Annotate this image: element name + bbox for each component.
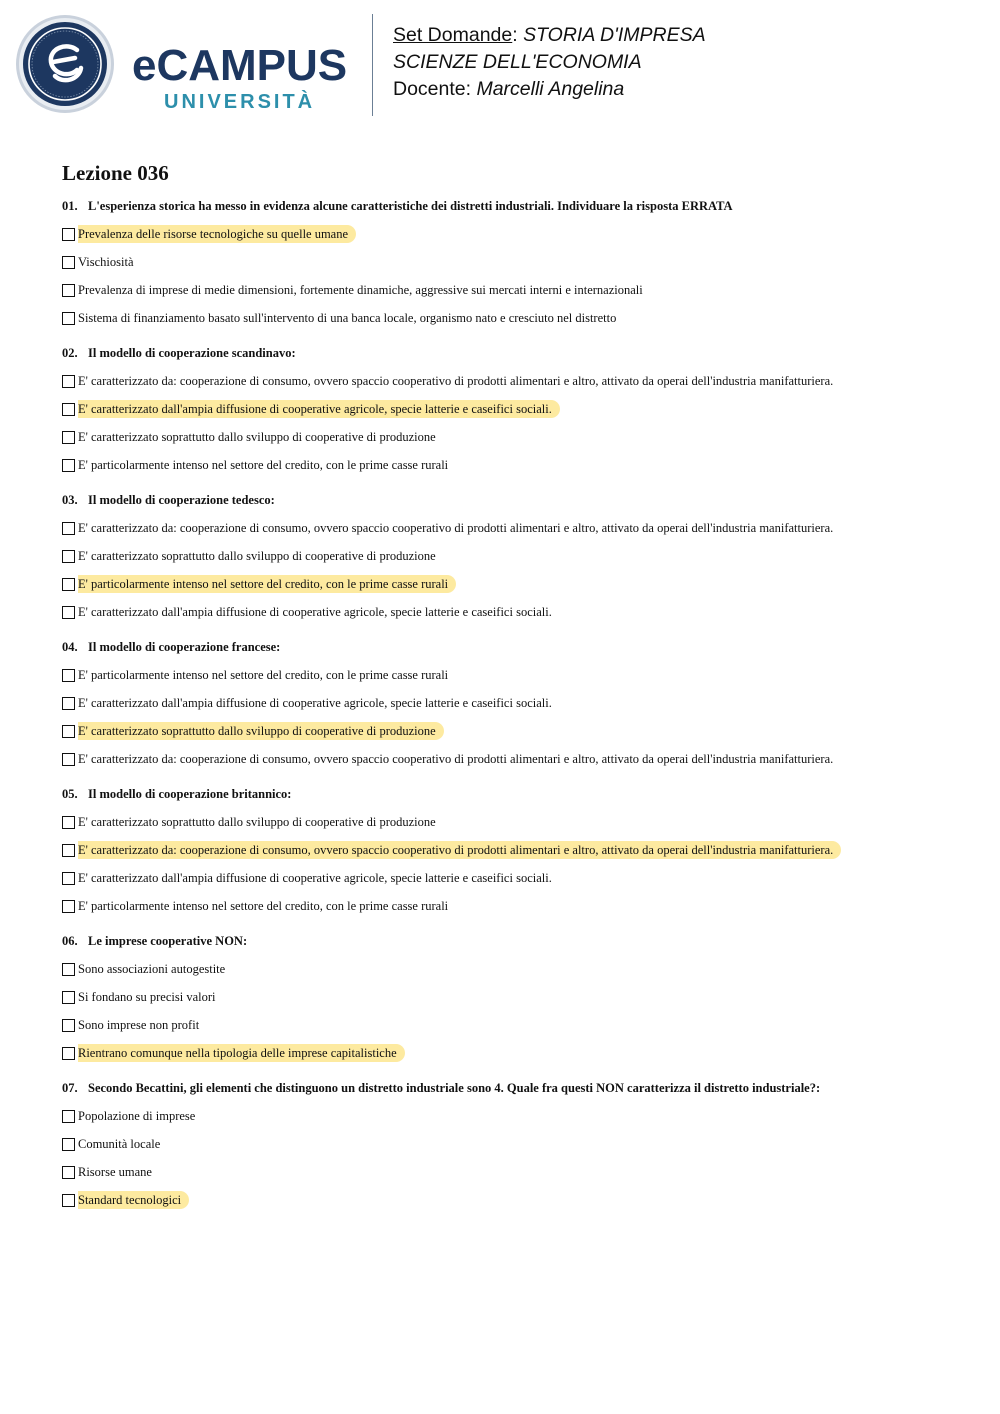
answer-text: E' caratterizzato soprattutto dallo sviluppo di cooperative di produzione: [78, 815, 436, 829]
question-number: 04.: [62, 640, 78, 654]
answer-option[interactable]: [62, 276, 962, 304]
answer-checkbox[interactable]: [62, 816, 75, 829]
answer-option[interactable]: [62, 598, 962, 626]
answer-text: E' particolarmente intenso nel settore del credito, con le prime casse rurali: [78, 899, 449, 913]
answer-text-highlighted: Rientrano comunque nella tipologia delle imprese capitalistiche: [78, 1044, 405, 1062]
header-divider: [372, 14, 373, 116]
answer-text: E' caratterizzato dall'ampia diffusione di cooperative agricole, specie latterie e caseifici sociali.: [78, 696, 552, 710]
lesson-title: Lezione 036: [62, 161, 169, 185]
set-label: Set Domande: [393, 24, 513, 46]
answer-checkbox[interactable]: [62, 844, 75, 857]
question-text: [62, 345, 962, 361]
answer-checkbox[interactable]: [62, 459, 75, 472]
answer-text: E' caratterizzato da: cooperazione di consumo, ovvero spaccio cooperativo di prodotti alimentari e altro, attivato da operai dell'industria manifatturiera.: [78, 521, 834, 535]
answer-text: Prevalenza di imprese di medie dimensioni, fortemente dinamiche, aggressive sui mercati interni e internazionali: [78, 283, 643, 297]
answer-text: E' caratterizzato da: cooperazione di consumo, ovvero spaccio cooperativo di prodotti alimentari e altro, attivato da operai dell'industria manifatturiera.: [78, 752, 834, 766]
answer-option[interactable]: [62, 864, 962, 892]
answer-option[interactable]: [62, 1011, 962, 1039]
faculty-name: SCIENZE DELL'ECONOMIA: [393, 51, 642, 73]
ecampus-seal-logo: [15, 14, 115, 114]
answer-text: Vischiosità: [78, 255, 134, 269]
answer-checkbox[interactable]: [62, 1138, 75, 1151]
question-number: 06.: [62, 934, 78, 948]
quiz-content: [62, 160, 962, 1227]
answer-text: E' caratterizzato dall'ampia diffusione di cooperative agricole, specie latterie e caseifici sociali.: [78, 871, 552, 885]
answer-option[interactable]: [62, 1186, 962, 1214]
question-block: [62, 1080, 962, 1214]
answer-text-highlighted: Prevalenza delle risorse tecnologiche su quelle umane: [78, 225, 356, 243]
answer-checkbox[interactable]: [62, 963, 75, 976]
course-info: [393, 22, 706, 103]
docente-line: [393, 76, 706, 103]
answer-text: E' particolarmente intenso nel settore del credito, con le prime casse rurali: [78, 458, 449, 472]
question-number: 05.: [62, 787, 78, 801]
docente-name: Marcelli Angelina: [476, 78, 625, 100]
answer-checkbox[interactable]: [62, 669, 75, 682]
answer-text: Sono associazioni autogestite: [78, 962, 226, 976]
answer-text: Comunità locale: [78, 1137, 161, 1151]
answer-checkbox[interactable]: [62, 403, 75, 416]
answer-checkbox[interactable]: [62, 1194, 75, 1207]
answer-checkbox[interactable]: [62, 606, 75, 619]
answer-checkbox[interactable]: [62, 1019, 75, 1032]
question-prompt: Le imprese cooperative NON:: [88, 934, 248, 948]
question-block: [62, 933, 962, 1067]
question-prompt: Il modello di cooperazione tedesco:: [88, 493, 275, 507]
answer-checkbox[interactable]: [62, 1047, 75, 1060]
answer-checkbox[interactable]: [62, 900, 75, 913]
answer-text: E' caratterizzato soprattutto dallo sviluppo di cooperative di produzione: [78, 430, 436, 444]
answer-option[interactable]: [62, 542, 962, 570]
answer-text-highlighted: E' caratterizzato soprattutto dallo sviluppo di cooperative di produzione: [78, 722, 444, 740]
answer-option[interactable]: [62, 836, 962, 864]
answer-text: E' caratterizzato soprattutto dallo sviluppo di cooperative di produzione: [78, 549, 436, 563]
question-prompt: Secondo Becattini, gli elementi che distinguono un distretto industriale sono 4. Quale fra questi NON caratterizza il distretto industriale?:: [88, 1081, 821, 1095]
answer-checkbox[interactable]: [62, 431, 75, 444]
question-text: [62, 198, 962, 214]
answer-option[interactable]: [62, 1130, 962, 1158]
answer-option[interactable]: [62, 451, 962, 479]
question-block: [62, 786, 962, 920]
question-block: [62, 345, 962, 479]
question-block: [62, 198, 962, 332]
logo-brand-text: eCAMPUS: [132, 41, 348, 90]
question-block: [62, 492, 962, 626]
question-number: 02.: [62, 346, 78, 360]
question-number: 01.: [62, 199, 78, 213]
answer-text-highlighted: E' caratterizzato da: cooperazione di consumo, ovvero spaccio cooperativo di prodotti alimentari e altro, attivato da operai dell'industria manifatturiera.: [78, 841, 841, 859]
answer-checkbox[interactable]: [62, 522, 75, 535]
answer-option[interactable]: [62, 1102, 962, 1130]
answer-option[interactable]: [62, 717, 962, 745]
question-text: [62, 933, 962, 949]
answer-option[interactable]: [62, 304, 962, 332]
answer-text-highlighted: E' particolarmente intenso nel settore del credito, con le prime casse rurali: [78, 575, 456, 593]
answer-option[interactable]: [62, 248, 962, 276]
answer-option[interactable]: [62, 745, 962, 773]
question-prompt: L'esperienza storica ha messo in evidenza alcune caratteristiche dei distretti industriali. Individuare la risposta ERRATA: [88, 199, 733, 213]
question-number: 03.: [62, 493, 78, 507]
answer-checkbox[interactable]: [62, 1166, 75, 1179]
answer-checkbox[interactable]: [62, 375, 75, 388]
question-text: [62, 786, 962, 802]
ecampus-wordmark-logo: [132, 40, 362, 114]
answer-checkbox[interactable]: [62, 872, 75, 885]
answer-option[interactable]: [62, 514, 962, 542]
question-block: [62, 639, 962, 773]
docente-label: Docente:: [393, 78, 477, 100]
answer-text-highlighted: E' caratterizzato dall'ampia diffusione di cooperative agricole, specie latterie e caseifici sociali.: [78, 400, 560, 418]
answer-option[interactable]: [62, 892, 962, 920]
question-text: [62, 639, 962, 655]
answer-checkbox[interactable]: [62, 578, 75, 591]
answer-option[interactable]: [62, 955, 962, 983]
answer-checkbox[interactable]: [62, 284, 75, 297]
answer-text: E' particolarmente intenso nel settore del credito, con le prime casse rurali: [78, 668, 449, 682]
answer-option[interactable]: [62, 808, 962, 836]
answer-text-highlighted: Standard tecnologici: [78, 1191, 189, 1209]
question-text: [62, 492, 962, 508]
answer-option[interactable]: [62, 689, 962, 717]
logo-sub-text: UNIVERSITÀ: [164, 91, 316, 113]
course-line: [393, 22, 706, 49]
page-header: [0, 0, 1000, 130]
answer-option[interactable]: [62, 395, 962, 423]
set-colon: :: [512, 24, 524, 46]
question-text: [62, 1080, 962, 1096]
answer-text: E' caratterizzato dall'ampia diffusione di cooperative agricole, specie latterie e caseifici sociali.: [78, 605, 552, 619]
answer-checkbox[interactable]: [62, 256, 75, 269]
answer-option[interactable]: [62, 220, 962, 248]
answer-checkbox[interactable]: [62, 550, 75, 563]
answer-text: Risorse umane: [78, 1165, 152, 1179]
answer-checkbox[interactable]: [62, 697, 75, 710]
question-list: [62, 198, 962, 1214]
answer-checkbox[interactable]: [62, 725, 75, 738]
answer-option[interactable]: [62, 1158, 962, 1186]
answer-text: Si fondano su precisi valori: [78, 990, 216, 1004]
answer-checkbox[interactable]: [62, 1110, 75, 1123]
answer-text: Sono imprese non profit: [78, 1018, 200, 1032]
question-prompt: Il modello di cooperazione scandinavo:: [88, 346, 296, 360]
answer-checkbox[interactable]: [62, 228, 75, 241]
answer-checkbox[interactable]: [62, 753, 75, 766]
answer-checkbox[interactable]: [62, 991, 75, 1004]
answer-checkbox[interactable]: [62, 312, 75, 325]
answer-option[interactable]: [62, 983, 962, 1011]
course-name: STORIA D'IMPRESA: [523, 24, 706, 46]
answer-option[interactable]: [62, 1039, 962, 1067]
answer-text: Sistema di finanziamento basato sull'intervento di una banca locale, organismo nato e cresciuto nel distretto: [78, 311, 617, 325]
answer-option[interactable]: [62, 570, 962, 598]
answer-option[interactable]: [62, 423, 962, 451]
answer-text: E' caratterizzato da: cooperazione di consumo, ovvero spaccio cooperativo di prodotti alimentari e altro, attivato da operai dell'industria manifatturiera.: [78, 374, 834, 388]
answer-text: Popolazione di imprese: [78, 1109, 196, 1123]
answer-option[interactable]: [62, 661, 962, 689]
question-prompt: Il modello di cooperazione francese:: [88, 640, 281, 654]
answer-option[interactable]: [62, 367, 962, 395]
question-prompt: Il modello di cooperazione britannico:: [88, 787, 292, 801]
question-number: 07.: [62, 1081, 78, 1095]
